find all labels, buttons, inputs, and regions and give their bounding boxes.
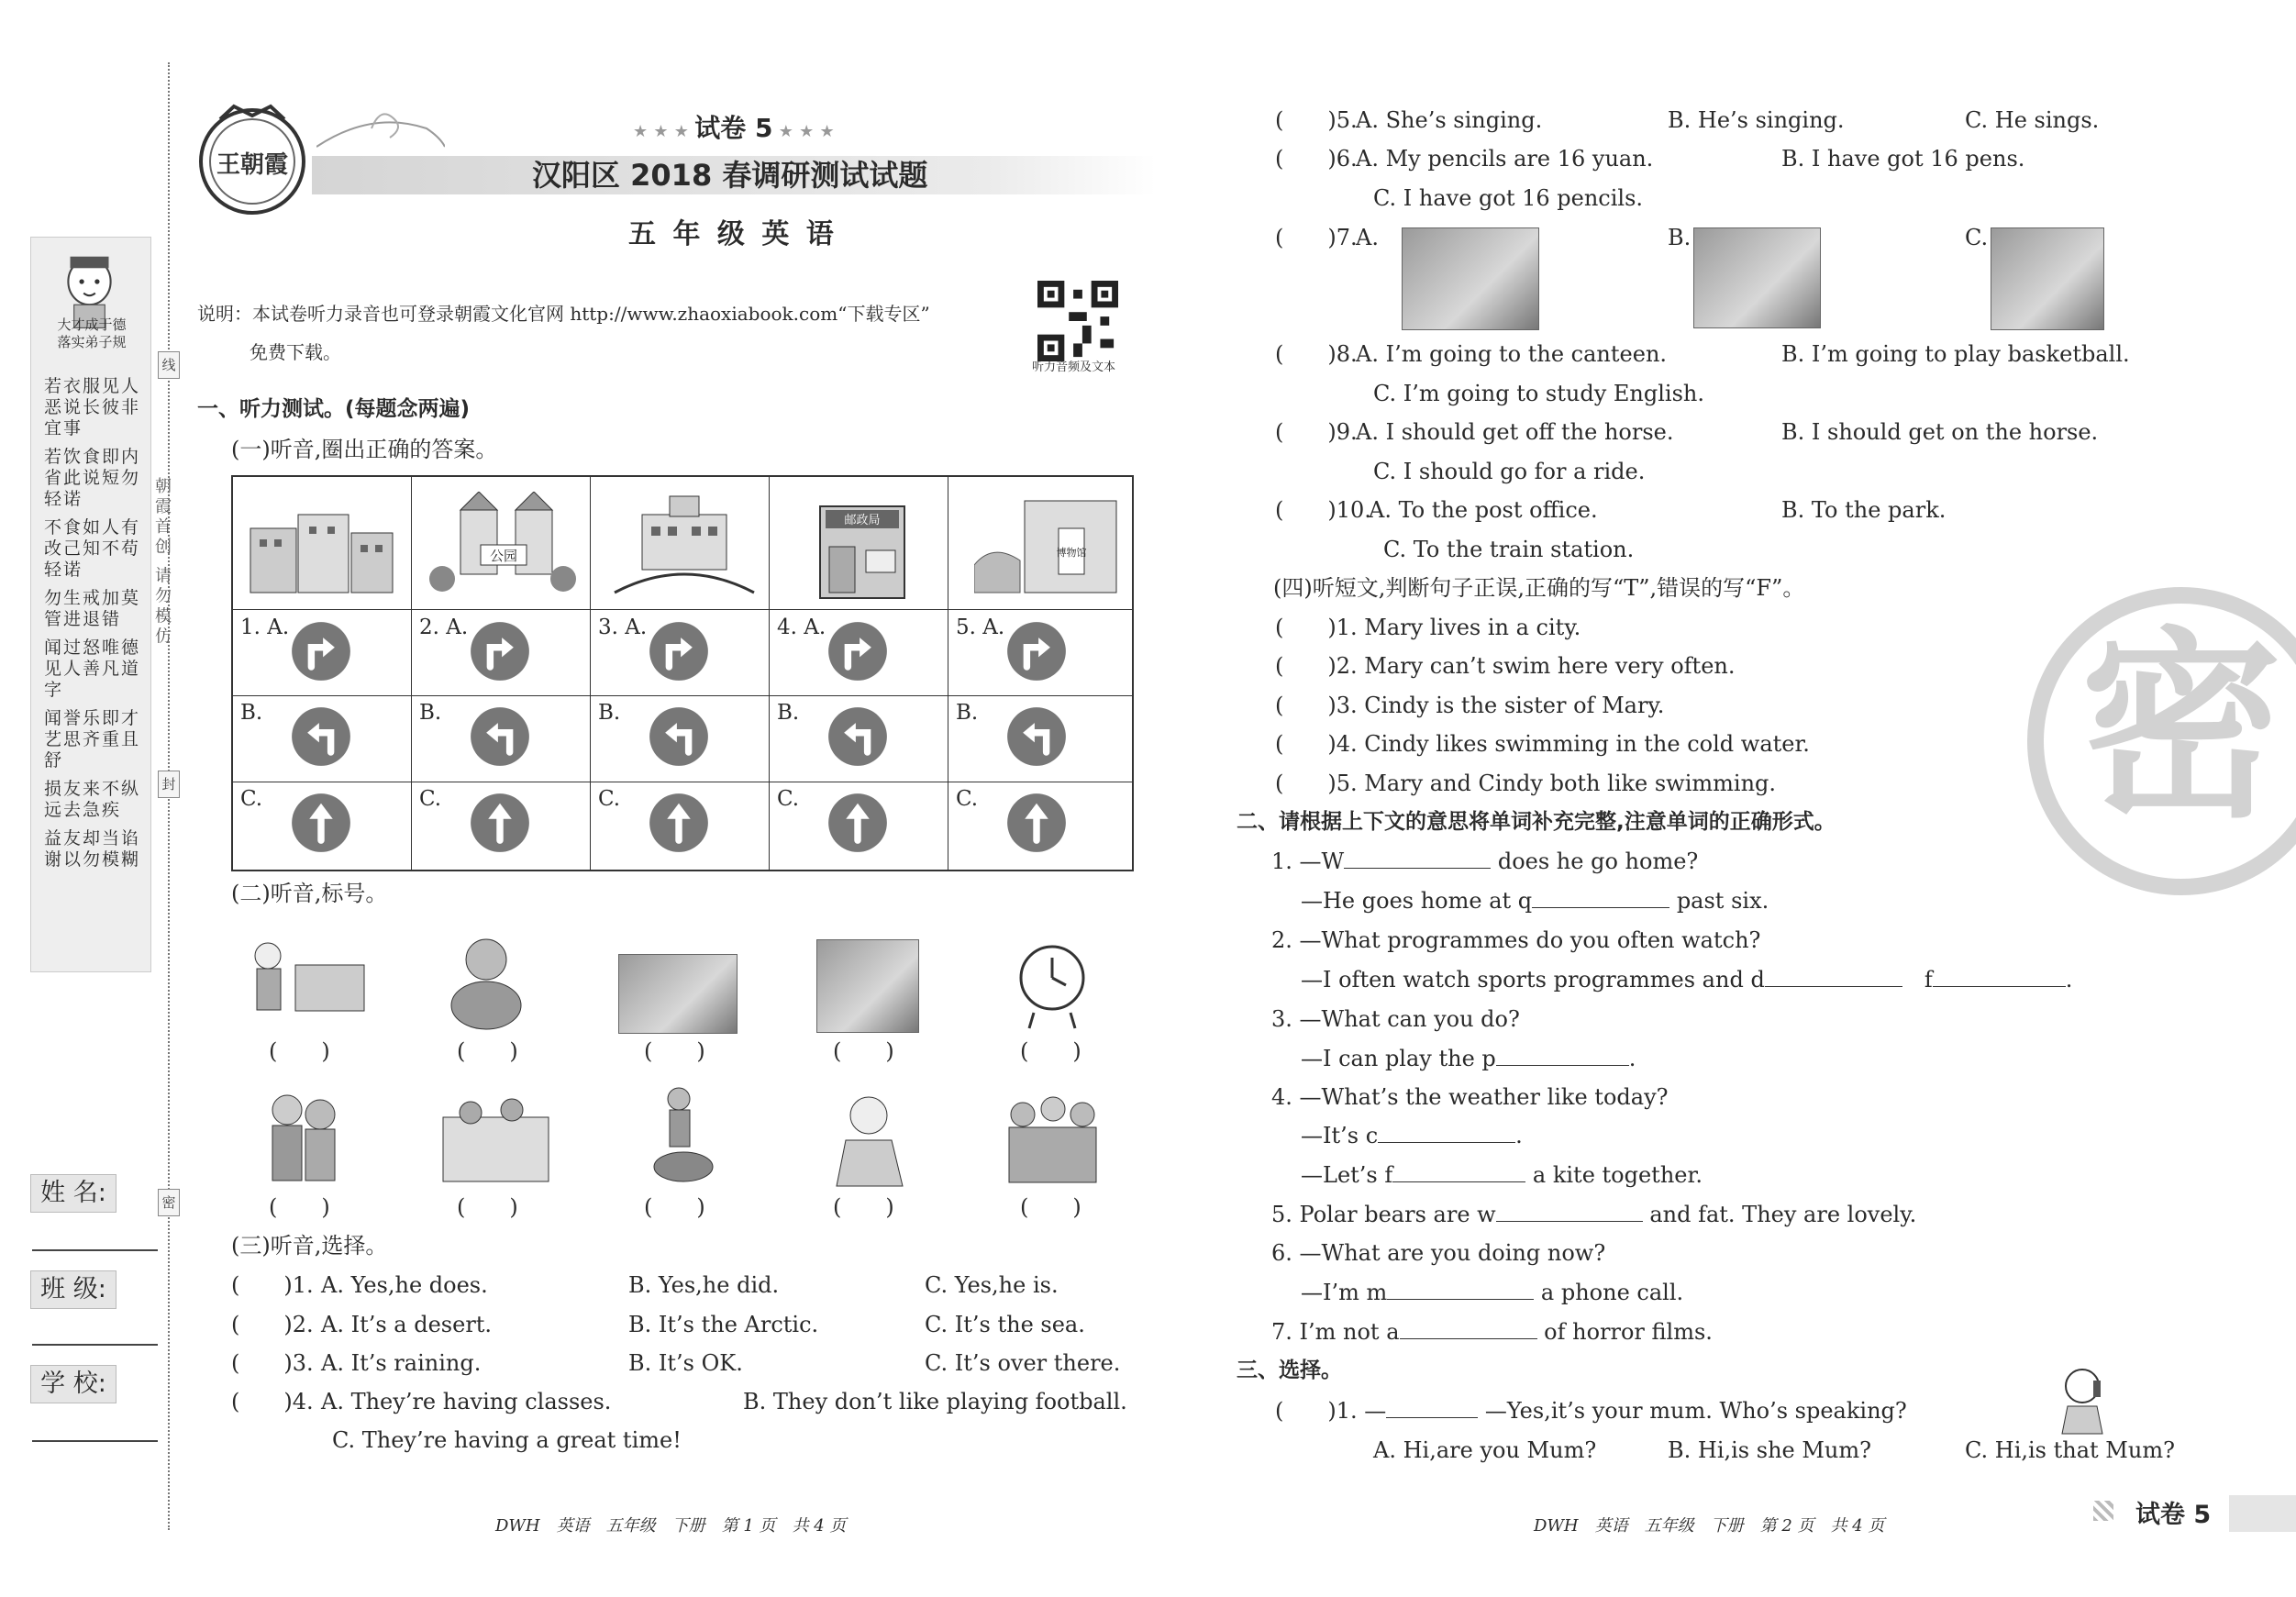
part1-title: (一)听音,圈出正确的答案。 bbox=[231, 437, 498, 462]
series-label bbox=[633, 114, 835, 147]
picture-crowd-scene[interactable] bbox=[438, 1081, 553, 1189]
q8-number[interactable]: ( )8. bbox=[1275, 341, 1358, 367]
photo-option-a-beach[interactable] bbox=[1402, 227, 1539, 330]
option-label[interactable]: 3. A. bbox=[598, 616, 648, 639]
option-label[interactable]: B. bbox=[956, 701, 979, 725]
turn-left-icon[interactable] bbox=[469, 705, 531, 768]
s3-q1-text: —Yes,it’s your mum. Who’s speaking? bbox=[1484, 1398, 1907, 1424]
school-label: 学 校: bbox=[30, 1365, 116, 1403]
table-divider bbox=[233, 695, 1132, 696]
q3-2-option-c: C. It’s the sea. bbox=[925, 1312, 1085, 1337]
q6-number[interactable]: ( )6. bbox=[1275, 146, 1358, 172]
q10-option-a: A. To the post office. bbox=[1369, 497, 1598, 523]
s2-line-13 bbox=[1271, 1317, 1713, 1347]
sign-text-2: 公园 bbox=[489, 548, 518, 564]
q9-number[interactable]: ( )9. bbox=[1275, 419, 1358, 445]
tf-item-1[interactable]: ( )1. Mary lives in a city. bbox=[1275, 615, 1581, 640]
proverb: 若衣服见人恶说长彼非宜事 bbox=[44, 376, 141, 438]
section1-title: 一、听力测试。(每题念两遍) bbox=[197, 397, 471, 421]
building-picture-5[interactable] bbox=[974, 492, 1126, 600]
s2-text: . bbox=[1515, 1123, 1523, 1148]
q3-4-option-a: A. They’re having classes. bbox=[321, 1389, 612, 1414]
turn-right-icon[interactable] bbox=[1005, 620, 1068, 682]
s2-text: f bbox=[1924, 967, 1933, 993]
fill-blank[interactable] bbox=[1765, 986, 1902, 987]
q9-option-a: A. I should get off the horse. bbox=[1356, 419, 1674, 445]
secret-stamp bbox=[2027, 587, 2296, 895]
s2-line-11: 6. —What are you doing now? bbox=[1271, 1240, 1606, 1266]
q7-option-c: C. bbox=[1965, 225, 1989, 250]
option-label[interactable]: B. bbox=[240, 701, 263, 725]
section2-title: 二、请根据上下文的意思将单词补充完整,注意单词的正确形式。 bbox=[1237, 810, 1836, 834]
motto-line: 落实弟子规 bbox=[57, 334, 127, 350]
s2-text: —It’s c bbox=[1301, 1123, 1379, 1148]
tf-item-5[interactable]: ( )5. Mary and Cindy both like swimming. bbox=[1275, 771, 1777, 796]
q10-option-b: B. To the park. bbox=[1781, 497, 1947, 523]
s2-text: a kite together. bbox=[1532, 1162, 1703, 1188]
picture-woman-sad[interactable] bbox=[818, 1090, 919, 1189]
q7-number[interactable]: ( )7. bbox=[1275, 225, 1358, 250]
star-decor: ★ ★ ★ bbox=[772, 122, 835, 141]
answer-paren[interactable]: ( ) bbox=[269, 1038, 330, 1064]
note-line-2: 免费下载。 bbox=[250, 341, 341, 363]
answer-paren[interactable]: ( ) bbox=[457, 1038, 518, 1064]
option-label[interactable]: C. bbox=[240, 787, 263, 811]
option-label[interactable]: C. bbox=[956, 787, 979, 811]
proverb: 若饮食即内省此说短勿轻诺 bbox=[44, 447, 141, 509]
go-straight-icon[interactable] bbox=[1005, 792, 1068, 854]
q3-2-option-a: A. It’s a desert. bbox=[321, 1312, 493, 1337]
s2-line-3: 2. —What programmes do you often watch? bbox=[1271, 927, 1761, 953]
picture-child-hug[interactable] bbox=[436, 932, 537, 1031]
q6-option-b: B. I have got 16 pens. bbox=[1781, 146, 2025, 172]
s2-text: —I can play the p bbox=[1301, 1046, 1496, 1071]
picture-jet-ski[interactable] bbox=[642, 1082, 725, 1188]
turn-right-icon[interactable] bbox=[648, 620, 710, 682]
s2-text: 7. I’m not a bbox=[1271, 1319, 1400, 1345]
q3-1-option-b: B. Yes,he did. bbox=[628, 1272, 780, 1298]
tf-item-4[interactable]: ( )4. Cindy likes swimming in the cold water. bbox=[1275, 731, 1810, 757]
s2-text: —He goes home at q bbox=[1301, 888, 1533, 914]
s2-line-12 bbox=[1301, 1278, 1683, 1307]
fill-blank[interactable] bbox=[1378, 1142, 1515, 1143]
q5-option-b: B. He’s singing. bbox=[1668, 107, 1845, 133]
motto bbox=[37, 316, 147, 351]
exam-title: 汉阳区 2018 春调研测试试题 bbox=[532, 158, 928, 193]
binding-mark-mi: 密 bbox=[158, 1189, 180, 1216]
photo-option-b-snow[interactable] bbox=[1693, 227, 1821, 328]
answer-paren[interactable]: ( ) bbox=[833, 1194, 894, 1220]
picture-boy-phone bbox=[2046, 1362, 2119, 1436]
sign-text-5: 博物馆 bbox=[1056, 547, 1087, 559]
name-line[interactable] bbox=[32, 1249, 158, 1251]
option-label[interactable]: 5. A. bbox=[956, 616, 1005, 639]
exam-subtitle: 五 年 级 英 语 bbox=[628, 218, 837, 250]
q3-3-number[interactable]: ( )3. bbox=[231, 1350, 314, 1376]
q3-4-number[interactable]: ( )4. bbox=[231, 1389, 314, 1414]
qr-caption: 听力音频及文本 bbox=[1032, 360, 1116, 374]
class-label: 班 级: bbox=[30, 1270, 116, 1309]
q3-1-option-c: C. Yes,he is. bbox=[925, 1272, 1059, 1298]
s2-text: 5. Polar bears are w bbox=[1271, 1202, 1496, 1227]
s2-line-4 bbox=[1301, 965, 2072, 994]
s3-q1-number[interactable]: ( )1. — bbox=[1275, 1398, 1387, 1424]
table-divider bbox=[590, 477, 591, 870]
q5-number[interactable]: ( )5. bbox=[1275, 107, 1358, 133]
answer-paren[interactable]: ( ) bbox=[1020, 1038, 1081, 1064]
section3-title: 三、选择。 bbox=[1237, 1359, 1342, 1382]
s2-line-10 bbox=[1271, 1200, 1916, 1229]
s2-text: past six. bbox=[1676, 888, 1769, 914]
fill-blank[interactable] bbox=[1386, 1417, 1478, 1418]
s3-q1-option-a: A. Hi,are you Mum? bbox=[1373, 1437, 1597, 1463]
fill-blank[interactable] bbox=[1344, 868, 1491, 869]
s2-line-9 bbox=[1301, 1160, 1703, 1190]
s3-q1 bbox=[1275, 1396, 1907, 1425]
footer-right: DWH 英语 五年级 下册 第 2 页 共 4 页 bbox=[1534, 1516, 1885, 1536]
building-picture-1[interactable] bbox=[243, 492, 401, 600]
footer-left: DWH 英语 五年级 下册 第 1 页 共 4 页 bbox=[495, 1516, 847, 1536]
q6-option-a: A. My pencils are 16 yuan. bbox=[1356, 146, 1654, 172]
proverb: 勿生戒加莫管进退错 bbox=[44, 588, 141, 629]
option-label[interactable]: 1. A. bbox=[240, 616, 290, 639]
fill-blank[interactable] bbox=[1387, 1299, 1534, 1300]
turn-left-icon[interactable] bbox=[648, 705, 710, 768]
proverb: 不食如人有改己知不苟轻诺 bbox=[44, 517, 141, 580]
photo-arctic-fox[interactable] bbox=[618, 954, 738, 1034]
building-picture-2[interactable] bbox=[424, 492, 580, 600]
q3-4-option-b: B. They don’t like playing football. bbox=[743, 1389, 1127, 1414]
table-divider bbox=[233, 609, 1132, 610]
s2-text: 1. —W bbox=[1271, 848, 1345, 874]
answer-paren[interactable]: ( ) bbox=[644, 1194, 705, 1220]
q3-3-option-b: B. It’s OK. bbox=[628, 1350, 743, 1376]
school-line[interactable] bbox=[32, 1440, 158, 1442]
proverb: 闻誉乐即才艺思齐重且舒 bbox=[44, 708, 141, 771]
building-picture-4[interactable] bbox=[807, 495, 917, 602]
s2-line-8 bbox=[1301, 1121, 1523, 1150]
corner-tab bbox=[2229, 1495, 2296, 1532]
q8-option-a: A. I’m going to the canteen. bbox=[1356, 341, 1668, 367]
s2-line-5: 3. —What can you do? bbox=[1271, 1006, 1520, 1032]
picture-man-cooking[interactable] bbox=[240, 928, 369, 1029]
option-label[interactable]: 4. A. bbox=[777, 616, 826, 639]
go-straight-icon[interactable] bbox=[290, 792, 352, 854]
star-decor: ★ ★ ★ bbox=[633, 122, 695, 141]
stamp-text: 密 bbox=[2080, 610, 2282, 845]
s2-line-1 bbox=[1271, 847, 1698, 876]
q9-option-c: C. I should go for a ride. bbox=[1373, 459, 1646, 484]
q10-option-c: C. To the train station. bbox=[1383, 537, 1635, 562]
s2-text: . bbox=[2065, 967, 2073, 993]
turn-left-icon[interactable] bbox=[826, 705, 889, 768]
q3-3-option-a: A. It’s raining. bbox=[321, 1350, 482, 1376]
fill-blank[interactable] bbox=[1496, 1065, 1629, 1066]
q8-option-b: B. I’m going to play basketball. bbox=[1781, 341, 2130, 367]
q3-2-option-b: B. It’s the Arctic. bbox=[628, 1312, 819, 1337]
q5-option-c: C. He sings. bbox=[1965, 107, 2100, 133]
qr-code-icon[interactable] bbox=[1037, 281, 1119, 361]
answer-paren[interactable]: ( ) bbox=[269, 1194, 330, 1220]
proverb: 闻过怒唯德见人善凡道字 bbox=[44, 638, 141, 700]
q3-4-option-c: C. They’re having a great time! bbox=[332, 1427, 682, 1453]
publisher-logo bbox=[193, 99, 312, 218]
option-label[interactable]: C. bbox=[777, 787, 800, 811]
go-straight-icon[interactable] bbox=[826, 792, 889, 854]
s2-text: and fat. They are lovely. bbox=[1649, 1202, 1917, 1227]
proverb: 益友却当谄谢以勿模糊 bbox=[44, 828, 141, 870]
logo-text: 王朝霞 bbox=[216, 151, 289, 179]
option-label[interactable]: 2. A. bbox=[419, 616, 469, 639]
note-line-1: 说明：本试卷听力录音也可登录朝霞文化官网 http://www.zhaoxiabook.com“下载专区” bbox=[197, 303, 930, 325]
part4-title: (四)听短文,判断句子正误,正确的写“T”,错误的写“F”。 bbox=[1273, 575, 1805, 601]
vertical-note: 朝霞首创 请勿模仿 bbox=[152, 477, 172, 648]
picture-alarm-clock[interactable] bbox=[1011, 932, 1093, 1033]
name-label: 姓 名: bbox=[30, 1174, 116, 1213]
part2-title: (二)听音,标号。 bbox=[231, 881, 388, 906]
binding-mark-xian: 线 bbox=[158, 351, 180, 379]
s2-text: —Let’s f bbox=[1301, 1162, 1393, 1188]
ribbon-decor bbox=[316, 101, 445, 156]
photo-woman-singing[interactable] bbox=[816, 939, 919, 1033]
s2-line-6 bbox=[1301, 1044, 1636, 1073]
sign-text-4: 邮政局 bbox=[844, 514, 881, 527]
q7-option-b: B. bbox=[1668, 225, 1691, 250]
fill-blank[interactable] bbox=[1496, 1221, 1643, 1222]
q8-option-c: C. I’m going to study English. bbox=[1373, 381, 1704, 406]
q9-option-b: B. I should get on the horse. bbox=[1781, 419, 2099, 445]
fill-blank[interactable] bbox=[1392, 1181, 1525, 1182]
fill-blank[interactable] bbox=[1532, 907, 1669, 908]
option-label[interactable]: B. bbox=[419, 701, 442, 725]
corner-label: 试卷 5 bbox=[2135, 1501, 2212, 1529]
s2-text: a phone call. bbox=[1540, 1280, 1684, 1305]
option-label[interactable]: B. bbox=[598, 701, 621, 725]
answer-paren[interactable]: ( ) bbox=[644, 1038, 705, 1064]
s3-q1-option-c: C. Hi,is that Mum? bbox=[1965, 1437, 2175, 1463]
corner-decor bbox=[2093, 1501, 2113, 1521]
s2-line-7: 4. —What’s the weather like today? bbox=[1271, 1084, 1669, 1110]
answer-paren[interactable]: ( ) bbox=[1020, 1194, 1081, 1220]
turn-right-icon[interactable] bbox=[469, 620, 531, 682]
binding-mark-feng: 封 bbox=[158, 771, 180, 798]
answer-paren[interactable]: ( ) bbox=[833, 1038, 894, 1064]
s2-text: of horror films. bbox=[1544, 1319, 1713, 1345]
s3-q1-option-b: B. Hi,is she Mum? bbox=[1668, 1437, 1872, 1463]
tf-item-2[interactable]: ( )2. Mary can’t swim here very often. bbox=[1275, 653, 1736, 679]
answer-paren[interactable]: ( ) bbox=[457, 1194, 518, 1220]
s2-text: —I’m m bbox=[1301, 1280, 1388, 1305]
proverb: 损友来不纵远去急疾 bbox=[44, 779, 141, 820]
q3-2-number[interactable]: ( )2. bbox=[231, 1312, 314, 1337]
option-label[interactable]: C. bbox=[419, 787, 442, 811]
table-divider bbox=[411, 477, 412, 870]
q5-option-a: A. She’s singing. bbox=[1356, 107, 1543, 133]
s2-line-2 bbox=[1301, 886, 1769, 915]
q6-option-c: C. I have got 16 pencils. bbox=[1373, 185, 1644, 211]
q3-3-option-c: C. It’s over there. bbox=[925, 1350, 1121, 1376]
tf-item-3[interactable]: ( )3. Cindy is the sister of Mary. bbox=[1275, 693, 1665, 718]
turn-right-icon[interactable] bbox=[290, 620, 352, 682]
q3-1-number[interactable]: ( )1. bbox=[231, 1272, 314, 1298]
option-label[interactable]: C. bbox=[598, 787, 621, 811]
q10-number[interactable]: ( )10. bbox=[1275, 497, 1371, 523]
table-divider bbox=[769, 477, 770, 870]
option-label[interactable]: B. bbox=[777, 701, 800, 725]
fill-blank[interactable] bbox=[1400, 1338, 1537, 1339]
class-line[interactable] bbox=[32, 1344, 158, 1346]
fill-blank[interactable] bbox=[1933, 986, 2066, 987]
photo-option-c-horse[interactable] bbox=[1991, 227, 2104, 330]
go-straight-icon[interactable] bbox=[648, 792, 710, 854]
s2-text: . bbox=[1628, 1046, 1636, 1071]
picture-group-people[interactable] bbox=[1000, 1087, 1105, 1188]
part3-title: (三)听音,选择。 bbox=[231, 1233, 388, 1259]
turn-left-icon[interactable] bbox=[290, 705, 352, 768]
q3-1-option-a: A. Yes,he does. bbox=[321, 1272, 488, 1298]
proverbs-block bbox=[44, 376, 147, 878]
turn-left-icon[interactable] bbox=[1005, 705, 1068, 768]
s2-text: —I often watch sports programmes and d bbox=[1301, 967, 1765, 993]
turn-right-icon[interactable] bbox=[826, 620, 889, 682]
building-picture-3[interactable] bbox=[605, 492, 763, 600]
q7-option-a: A. bbox=[1356, 225, 1379, 250]
picture-two-kids[interactable] bbox=[260, 1087, 347, 1186]
go-straight-icon[interactable] bbox=[469, 792, 531, 854]
s2-text: does he go home? bbox=[1497, 848, 1699, 874]
series-text: 试卷 5 bbox=[694, 113, 773, 143]
motto-line: 大才成于德 bbox=[57, 316, 127, 333]
